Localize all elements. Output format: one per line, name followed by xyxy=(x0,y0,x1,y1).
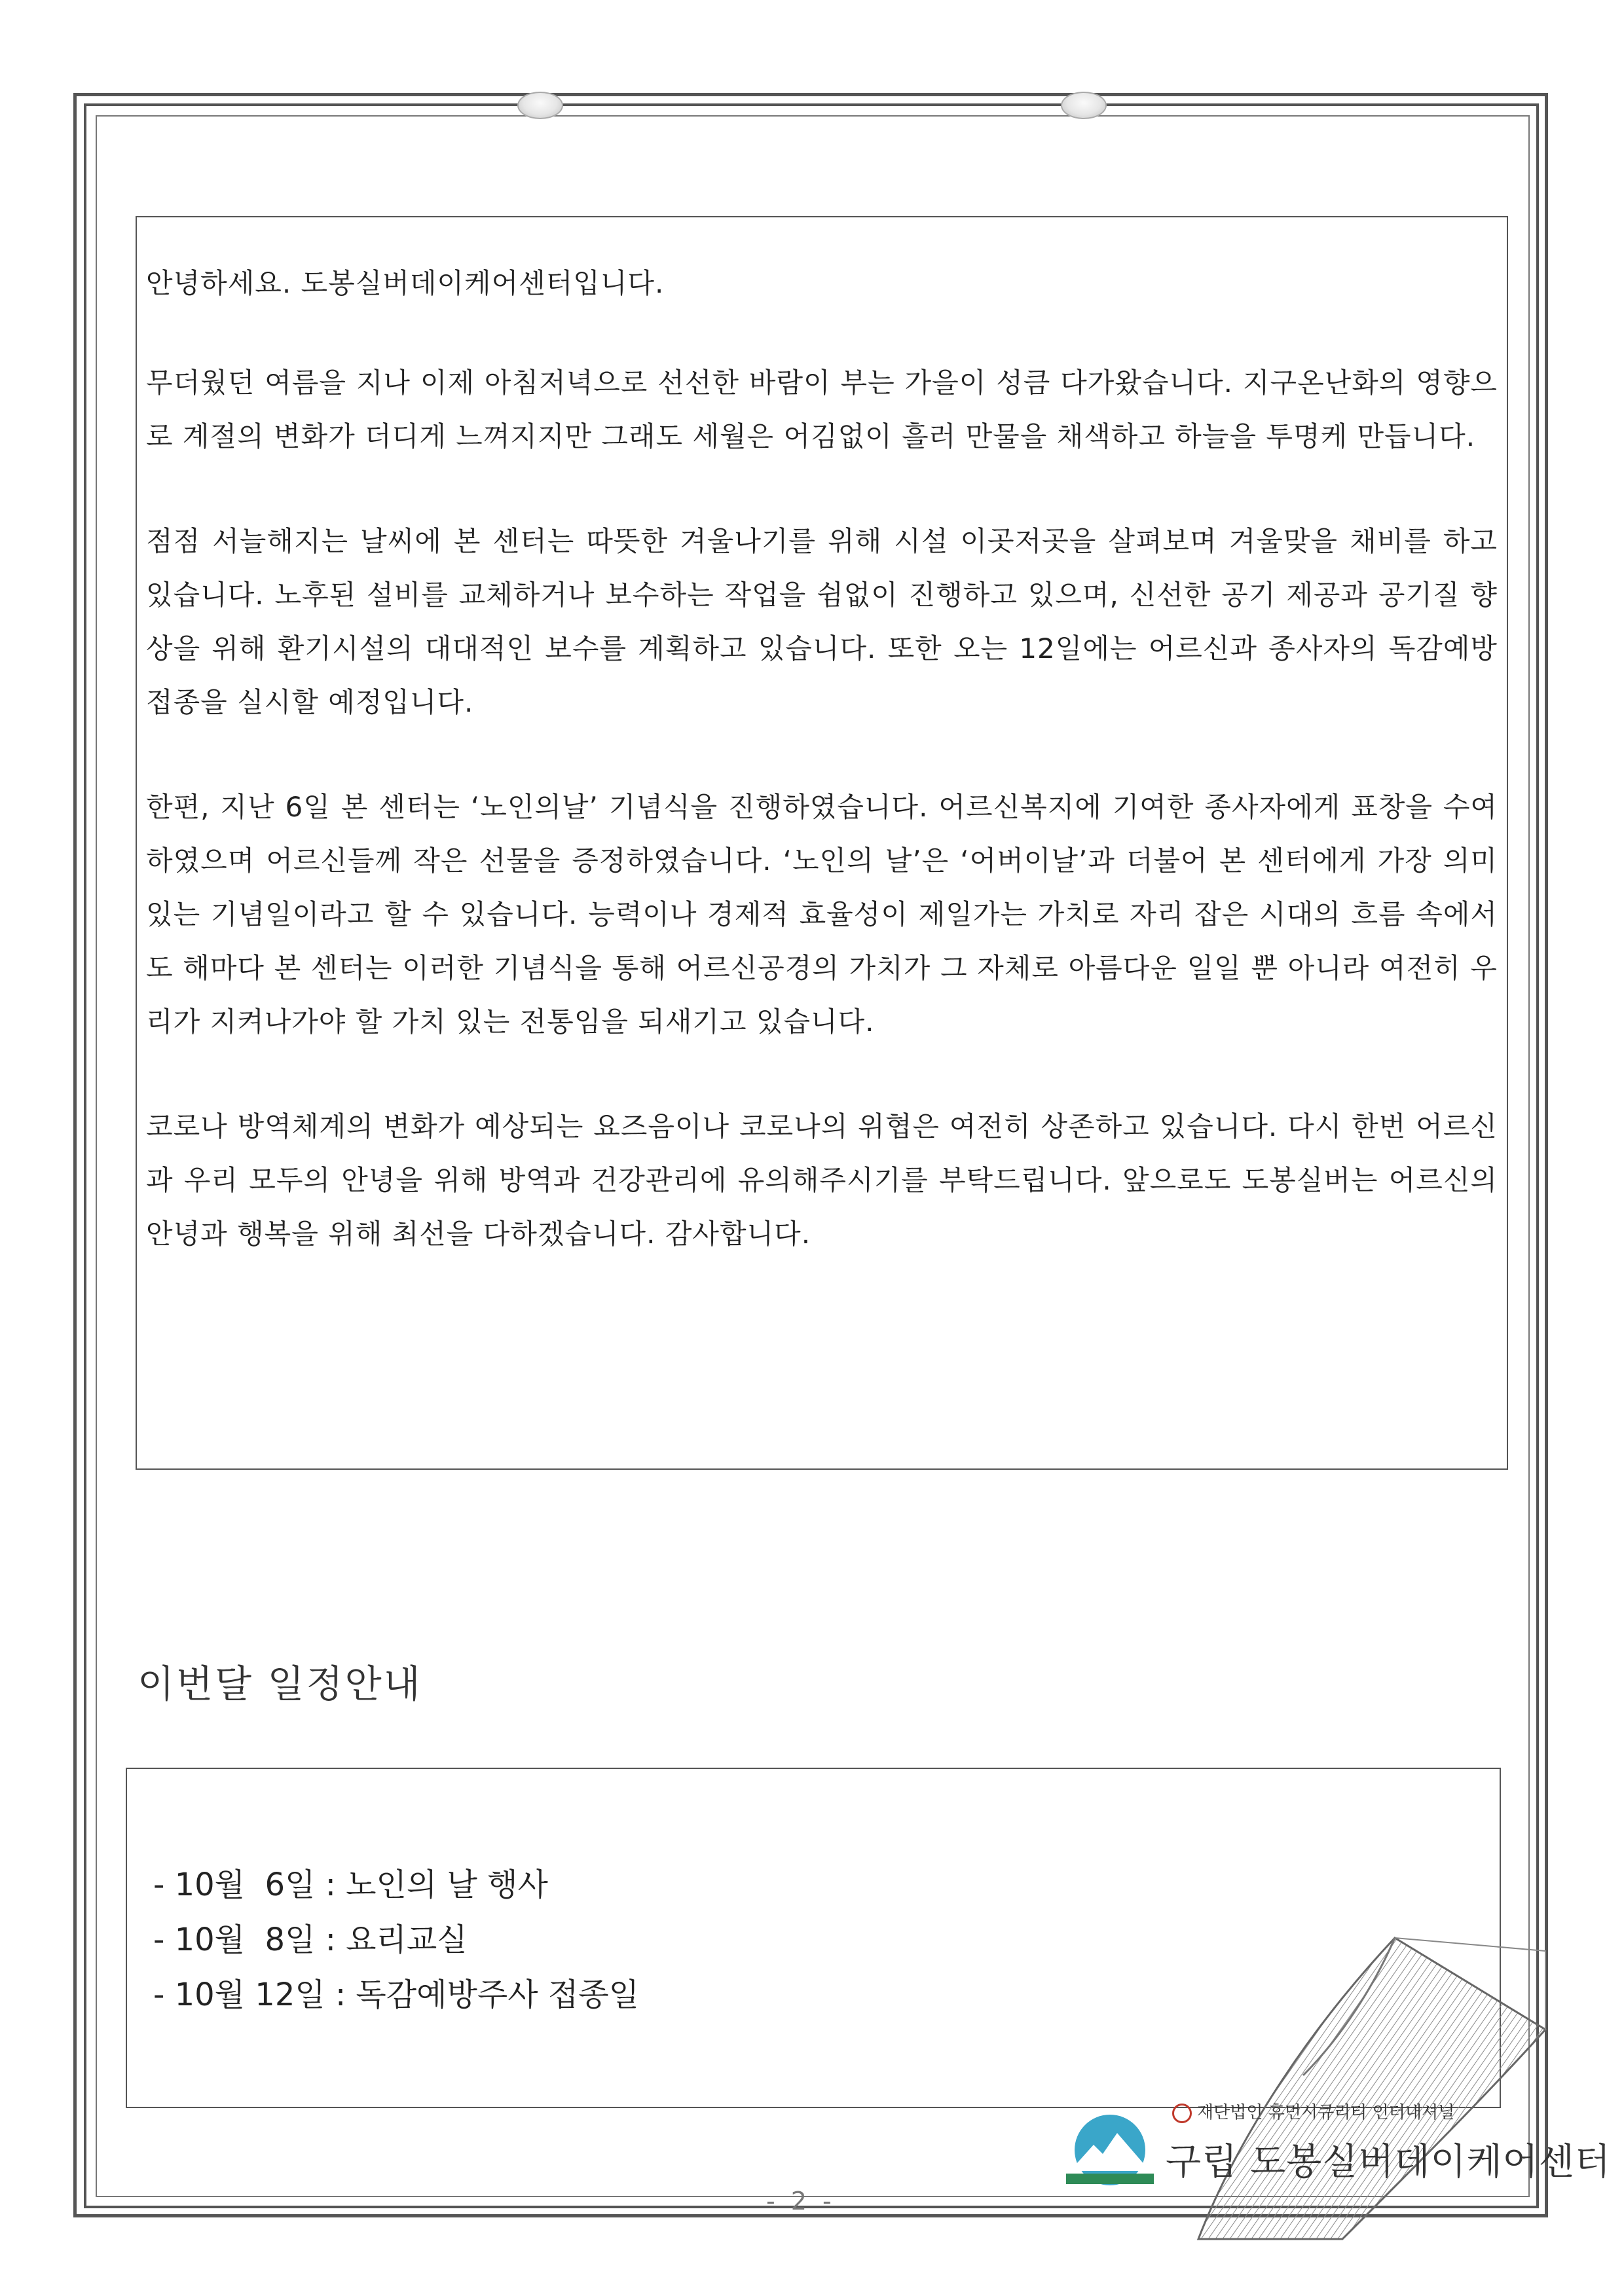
letter-paragraph-1: 무더웠던 여름을 지나 이제 아침저녁으로 선선한 바람이 부는 가을이 성큼 다가왔습니다. 지구온난화의 영향으로 계절의 변화가 더디게 느껴지지만 그래도 세월은 어김없이 흘러 만물을 채색하고 하늘을 투명케 만듭니다. xyxy=(146,367,1498,452)
letter-paragraph-3: 한편, 지난 6일 본 센터는 ‘노인의날’ 기념식을 진행하였습니다. 어르신복지에 기여한 종사자에게 표창을 수여하였으며 어르신들께 작은 선물을 증정하였습니다. ‘노인의 날’은 ‘어버이날’과 더불어 본 센터에게 가장 의미 있는 기념일이라고 할 수 있습니다. 능력이나 경제적 효율성이 제일가는 가치로 자리 잡은 시대의 흐름 속에서도 해마다 본 센터는 이러한 기념식을 통해 어르신공경의 가치가 그 자체로 아름다운 일일 뿐 아니라 여전히 우리가 지켜나가야 할 가치 있는 전통임을 되새기고 있습니다. xyxy=(146,791,1498,1038)
letter-paragraph-4: 코로나 방역체계의 변화가 예상되는 요즈음이나 코로나의 위협은 여전히 상존하고 있습니다. 다시 한번 어르신과 우리 모두의 안녕을 위해 방역과 건강관리에 유의해주시기를 부탁드립니다. 앞으로도 도봉실버는 어르신의 안녕과 행복을 위해 최선을 다하겠습니다. 감사합니다. xyxy=(146,1110,1498,1250)
page-curl-decoration xyxy=(1179,1859,1559,2265)
schedule-item: - 10월 12일 : 독감예방주사 접종일 xyxy=(153,1977,639,2013)
page-number: - 2 - xyxy=(766,2187,836,2215)
schedule-item: - 10월 6일 : 노인의 날 행사 xyxy=(153,1867,548,1903)
logo-center-name: 구립 도봉실버데이케어센터 xyxy=(1166,2141,1611,2183)
logo-organization-text: 재단법인 휴먼시큐리티 인터내셔널 xyxy=(1197,2103,1455,2123)
letter-paragraph-2: 점점 서늘해지는 날씨에 본 센터는 따뜻한 겨울나기를 위해 시설 이곳저곳을 살펴보며 겨울맞을 채비를 하고 있습니다. 노후된 설비를 교체하거나 보수하는 작업을 쉼없이 진행하고 있으며, 신선한 공기 제공과 공기질 향상을 위해 환기시설의 대대적인 보수를 계획하고 있습니다. 또한 오는 12일에는 어르신과 종사자의 독감예방접종을 실시할 예정입니다. xyxy=(146,525,1498,718)
letter-box xyxy=(136,216,1508,1470)
schedule-item: - 10월 8일 : 요리교실 xyxy=(153,1922,468,1958)
center-logo xyxy=(1061,2095,1611,2200)
foundation-badge-icon xyxy=(1172,2104,1192,2123)
letter-greeting: 안녕하세요. 도봉실버데이케어센터입니다. xyxy=(146,267,665,299)
mountain-logo-icon xyxy=(1061,2108,1159,2187)
schedule-heading: 이번달 일정안내 xyxy=(138,1662,422,1706)
logo-organization xyxy=(1172,2099,1454,2123)
binder-ring-right xyxy=(1061,92,1107,119)
binder-ring-left xyxy=(517,92,563,119)
